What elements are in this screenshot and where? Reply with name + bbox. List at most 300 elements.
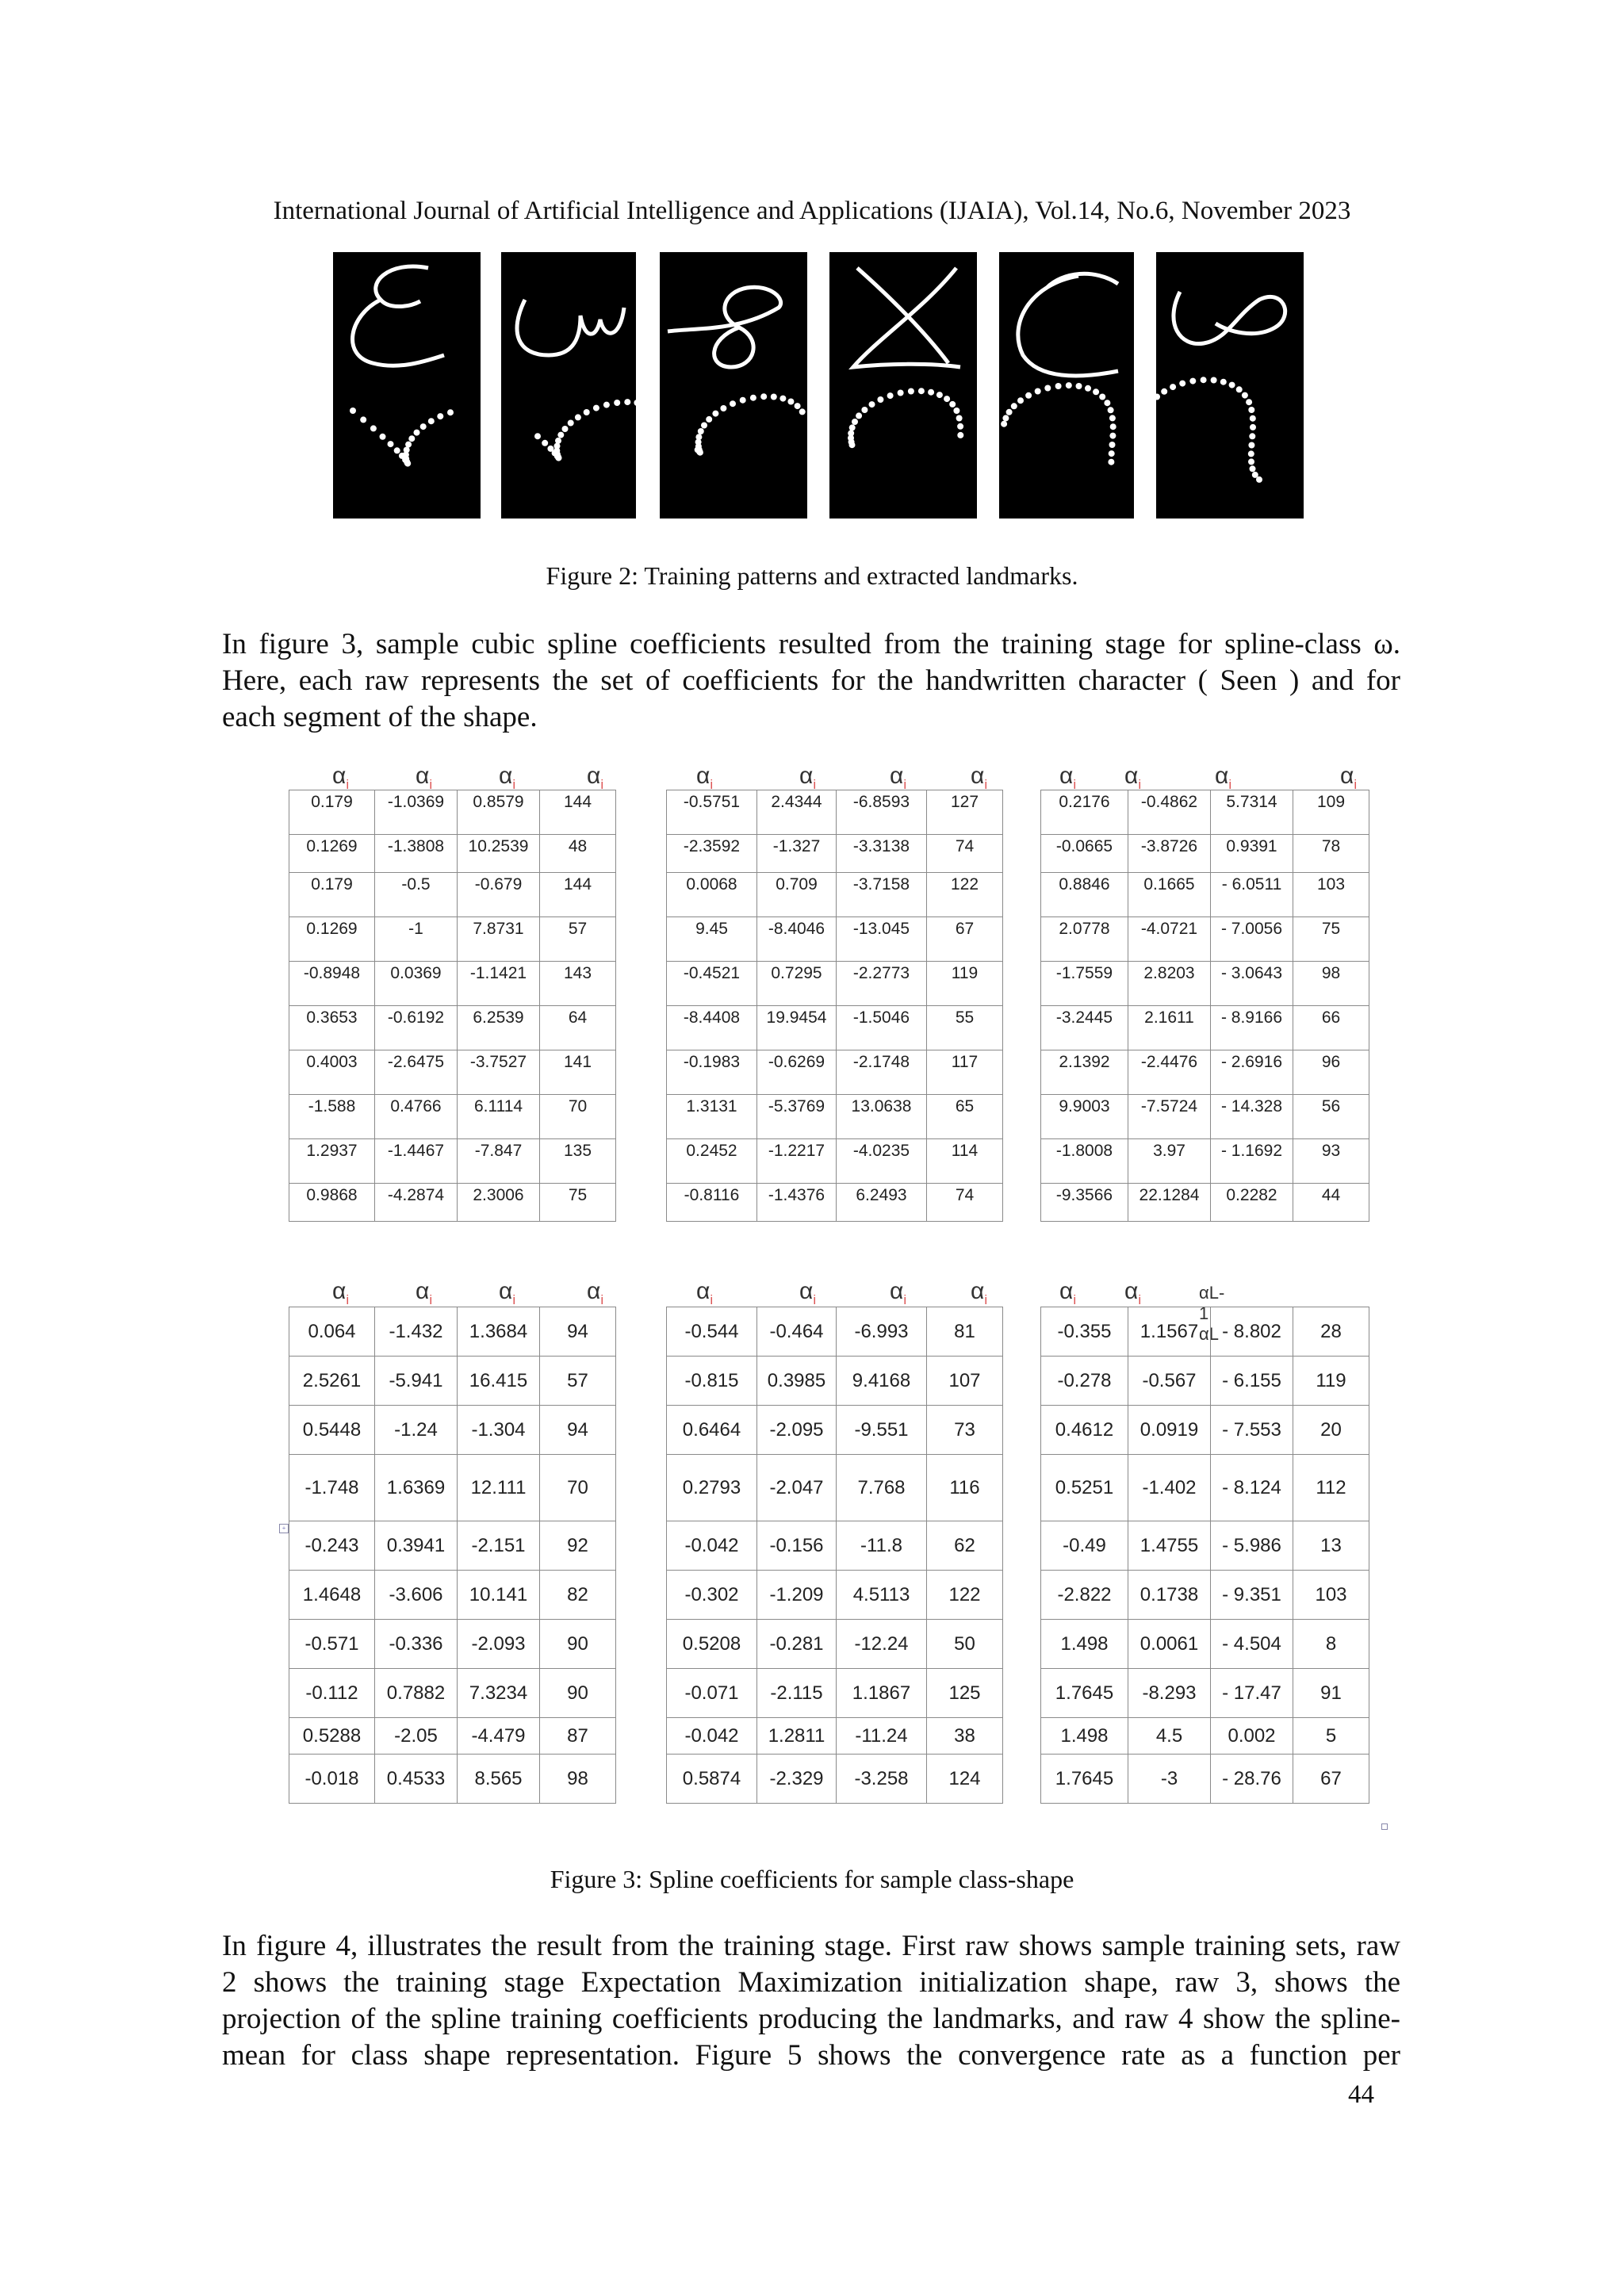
table-cell: - 7.553: [1211, 1406, 1293, 1455]
alpha-symbol: $\alpha_i$: [1124, 1278, 1142, 1307]
table-cell: 90: [540, 1620, 616, 1669]
table-cell: 10.2539: [458, 835, 540, 873]
table-cell: 94: [540, 1307, 616, 1357]
alpha-symbol: $\alpha_i$: [799, 1278, 817, 1307]
table-row: [667, 1571, 1003, 1620]
table-cell: 0.0369: [375, 962, 458, 1006]
table-row: [289, 1139, 616, 1184]
table-row: [289, 1620, 616, 1669]
table-cell: - 2.6916: [1211, 1050, 1293, 1095]
landmark-dot: [1201, 377, 1207, 383]
table-row: [667, 1718, 1003, 1755]
table-cell: 62: [927, 1521, 1003, 1571]
table-cell: 0.2282: [1211, 1184, 1293, 1222]
table-cell: -0.018: [289, 1755, 375, 1804]
table-cell: 0.9868: [289, 1184, 375, 1222]
landmark-dot: [1248, 442, 1254, 449]
table-cell: - 1.1692: [1211, 1139, 1293, 1184]
table-cell: 91: [1293, 1669, 1369, 1718]
landmark-dot: [1055, 383, 1062, 389]
table-cell: 0.4612: [1041, 1406, 1128, 1455]
table-cell: -13.045: [837, 917, 927, 962]
table-cell: 50: [927, 1620, 1003, 1669]
table-cell: -2.05: [375, 1718, 458, 1755]
table-row: [289, 873, 616, 917]
text-line: each segment of the shape.: [222, 701, 538, 733]
table-row: [1041, 1139, 1369, 1184]
landmark-dot: [712, 411, 718, 417]
table-cell: 2.3006: [458, 1184, 540, 1222]
table-cell: -1.5046: [837, 1006, 927, 1050]
table-cell: -0.1983: [667, 1050, 757, 1095]
table-cell: 4.5: [1128, 1718, 1211, 1755]
landmark-dot: [1011, 403, 1017, 409]
landmark-dot: [698, 428, 704, 434]
landmark-dot: [624, 399, 630, 405]
table-cell: 1.4755: [1128, 1521, 1211, 1571]
landmark-dot: [1001, 421, 1007, 427]
alpha-symbol: αL-1 αL: [1199, 1283, 1225, 1344]
table-cell: -2.329: [757, 1755, 837, 1804]
landmark-dot: [380, 434, 386, 440]
table-cell: 81: [927, 1307, 1003, 1357]
table-cell: 0.1269: [289, 917, 375, 962]
table-cell: -2.2773: [837, 962, 927, 1006]
table-row: [289, 1755, 616, 1804]
table-cell: -0.4521: [667, 962, 757, 1006]
landmark-dot: [562, 426, 569, 432]
table-cell: 7.3234: [458, 1669, 540, 1718]
alpha-symbol: $\alpha_i$: [696, 1278, 714, 1307]
table-cell: 4.5113: [837, 1571, 927, 1620]
table-cell: 16.415: [458, 1357, 540, 1406]
table-cell: 0.5874: [667, 1755, 757, 1804]
table-row: [289, 1006, 616, 1050]
table-cell: -1.748: [289, 1455, 375, 1521]
landmark-dot: [706, 416, 712, 423]
landmark-dot: [795, 403, 801, 409]
table-cell: 103: [1293, 873, 1369, 917]
table-cell: -3.3138: [837, 835, 927, 873]
table-cell: -4.479: [458, 1718, 540, 1755]
landmark-dot: [1104, 400, 1110, 406]
table-cell: - 5.986: [1211, 1521, 1293, 1571]
alpha-symbol: $\alpha_i$: [332, 1278, 350, 1307]
table-row: [289, 1718, 616, 1755]
landmark-dot: [953, 408, 959, 414]
alpha-symbol: $\alpha_i$: [1059, 763, 1077, 792]
table-cell: 90: [540, 1669, 616, 1718]
table-cell: -11.24: [837, 1718, 927, 1755]
table-cell: 9.9003: [1041, 1095, 1128, 1139]
table-cell: -1.4376: [757, 1184, 837, 1222]
table-cell: 87: [540, 1718, 616, 1755]
table-row: [667, 1184, 1003, 1222]
landmark-dot: [771, 394, 777, 400]
table-cell: -8.293: [1128, 1669, 1211, 1718]
landmark-dot: [779, 396, 786, 402]
landmark-dot: [1220, 379, 1227, 385]
table-row: [667, 790, 1003, 835]
table-cell: 55: [927, 1006, 1003, 1050]
landmark-dot: [603, 402, 610, 408]
landmark-dot: [887, 392, 894, 399]
table-cell: 112: [1293, 1455, 1369, 1521]
landmark-dot: [928, 389, 934, 396]
table-cell: -2.047: [757, 1455, 837, 1521]
table-cell: 0.5251: [1041, 1455, 1128, 1521]
glyph-panel-jeem: [999, 252, 1134, 519]
table-cell: 0.002: [1211, 1718, 1293, 1755]
table-cell: 98: [1293, 962, 1369, 1006]
table-row: [289, 1521, 616, 1571]
table-row: [1041, 1357, 1369, 1406]
table-cell: 0.8579: [458, 790, 540, 835]
table-cell: -12.24: [837, 1620, 927, 1669]
alpha-symbol: $\alpha_i$: [799, 763, 817, 792]
landmark-dot: [1250, 415, 1256, 422]
table-cell: 2.4344: [757, 790, 837, 835]
table-cell: 1.4648: [289, 1571, 375, 1620]
table-row: [1041, 835, 1369, 873]
table-cell: -0.071: [667, 1669, 757, 1718]
landmark-dot: [542, 440, 548, 446]
table-row: [289, 790, 616, 835]
landmark-dot: [1108, 407, 1114, 413]
table-cell: 6.2493: [837, 1184, 927, 1222]
table-cell: 116: [927, 1455, 1003, 1521]
landmark-dot: [908, 388, 914, 395]
table-cell: 1.6369: [375, 1455, 458, 1521]
table-cell: -0.679: [458, 873, 540, 917]
table-row: [1041, 873, 1369, 917]
landmark-dot: [554, 443, 561, 450]
landmark-dot: [1093, 388, 1099, 395]
table-cell: 3.97: [1128, 1139, 1211, 1184]
table-row: [1041, 1406, 1369, 1455]
table-cell: 1.7645: [1041, 1669, 1128, 1718]
table-row: [289, 1050, 616, 1095]
top-coef-table-2: [666, 790, 1003, 1222]
table-cell: 125: [927, 1669, 1003, 1718]
figure-2-images: [333, 252, 1285, 519]
landmark-dot: [557, 432, 564, 438]
table-cell: 135: [540, 1139, 616, 1184]
landmark-dot: [420, 423, 427, 430]
table-cell: 57: [540, 1357, 616, 1406]
table-row: [667, 1050, 1003, 1095]
table-cell: -2.115: [757, 1669, 837, 1718]
table-cell: -3.7158: [837, 873, 927, 917]
table-row: [289, 1406, 616, 1455]
resize-handle-icon: [1381, 1823, 1388, 1830]
table-cell: 0.064: [289, 1307, 375, 1357]
landmark-dot: [350, 408, 356, 414]
table-row: [1041, 1184, 1369, 1222]
alpha-symbol: $\alpha_i$: [971, 763, 988, 792]
landmark-dot: [568, 420, 574, 427]
table-row: [289, 917, 616, 962]
glyph-panel-seen: [501, 252, 636, 519]
alpha-symbol: $\alpha_i$: [416, 763, 433, 792]
text-line: mean for class shape representation. Figure 5 shows the convergence rate as a function per: [222, 2039, 1400, 2072]
table-cell: - 3.0643: [1211, 962, 1293, 1006]
landmark-dot: [1156, 394, 1160, 400]
landmark-dot: [740, 397, 746, 404]
journal-header: International Journal of Artificial Intelligence and Applications (IJAIA), Vol.14, No.6, November 2023: [273, 197, 1351, 225]
alpha-symbol: $\alpha_i$: [890, 763, 907, 792]
table-cell: -0.0665: [1041, 835, 1128, 873]
table-cell: -3.606: [375, 1571, 458, 1620]
table-cell: 93: [1293, 1139, 1369, 1184]
table-cell: 0.7882: [375, 1669, 458, 1718]
landmark-dot: [720, 405, 726, 411]
table-cell: -0.815: [667, 1357, 757, 1406]
landmark-dot: [1002, 415, 1009, 421]
landmark-dot: [701, 423, 707, 429]
table-cell: -3.7527: [458, 1050, 540, 1095]
table-row: [1041, 1006, 1369, 1050]
table-row: [667, 1357, 1003, 1406]
bottom-coef-table-1: [289, 1307, 616, 1804]
bottom-coef-table-2: [666, 1307, 1003, 1804]
table-cell: - 28.76: [1211, 1755, 1293, 1804]
text-line: Here, each raw represents the set of coefficients for the handwritten character ( Seen ) and for: [222, 664, 1400, 697]
table-cell: 70: [540, 1095, 616, 1139]
table-cell: -2.093: [458, 1620, 540, 1669]
alpha-symbol: $\alpha_i$: [1124, 763, 1142, 792]
landmark-dot: [1229, 382, 1235, 388]
table-cell: 10.141: [458, 1571, 540, 1620]
landmark-dot: [956, 415, 963, 422]
table-cell: 1.2937: [289, 1139, 375, 1184]
table-cell: 65: [927, 1095, 1003, 1139]
landmark-dot: [1249, 433, 1255, 439]
table-cell: 38: [927, 1718, 1003, 1755]
table-row: [289, 835, 616, 873]
table-cell: 1.1867: [837, 1669, 927, 1718]
table-cell: -0.281: [757, 1620, 837, 1669]
paragraph-figure-3-intro: [222, 626, 1400, 736]
table-cell: 92: [540, 1521, 616, 1571]
table-cell: -8.4408: [667, 1006, 757, 1050]
table-cell: 0.709: [757, 873, 837, 917]
table-cell: -0.112: [289, 1669, 375, 1718]
landmark-dot: [575, 414, 581, 420]
table-cell: 141: [540, 1050, 616, 1095]
landmark-dot: [1248, 458, 1254, 465]
table-cell: - 4.504: [1211, 1620, 1293, 1669]
table-cell: -0.042: [667, 1521, 757, 1571]
table-cell: 44: [1293, 1184, 1369, 1222]
table-cell: -0.544: [667, 1307, 757, 1357]
landmark-dot: [1250, 465, 1256, 472]
table-cell: -0.4862: [1128, 790, 1211, 835]
table-cell: -0.6269: [757, 1050, 837, 1095]
landmark-dot: [1161, 388, 1167, 395]
table-cell: 0.5288: [289, 1718, 375, 1755]
table-row: [667, 1095, 1003, 1139]
alpha-symbol: $\alpha_i$: [587, 763, 604, 792]
table-cell: 7.768: [837, 1455, 927, 1521]
table-cell: - 8.802: [1211, 1307, 1293, 1357]
table-cell: -0.355: [1041, 1307, 1128, 1357]
table-cell: -3.258: [837, 1755, 927, 1804]
table-cell: -0.464: [757, 1307, 837, 1357]
table-row: [667, 1521, 1003, 1571]
table-cell: 13.0638: [837, 1095, 927, 1139]
table-cell: 144: [540, 790, 616, 835]
table-row: [289, 1571, 616, 1620]
landmark-dot: [408, 435, 415, 442]
landmark-dot: [1170, 384, 1176, 390]
table-cell: -0.243: [289, 1521, 375, 1571]
table-cell: 0.4533: [375, 1755, 458, 1804]
table-cell: 1.1567: [1128, 1307, 1211, 1357]
landmark-dot: [750, 395, 756, 401]
table-row: [1041, 790, 1369, 835]
table-cell: 0.3941: [375, 1521, 458, 1571]
table-cell: 9.45: [667, 917, 757, 962]
table-cell: 1.7645: [1041, 1755, 1128, 1804]
table-cell: -2.4476: [1128, 1050, 1211, 1095]
table-cell: 57: [540, 917, 616, 962]
landmark-dot: [534, 433, 541, 439]
table-cell: 0.1665: [1128, 873, 1211, 917]
table-cell: -1: [375, 917, 458, 962]
table-cell: -0.571: [289, 1620, 375, 1669]
landmark-dot: [1025, 392, 1032, 399]
landmark-dot: [414, 430, 420, 436]
table-cell: 7.8731: [458, 917, 540, 962]
top-coef-table-1: [289, 790, 616, 1222]
table-row: [1041, 1718, 1369, 1755]
alpha-symbol: $\alpha_i$: [1215, 763, 1232, 792]
landmark-dot: [437, 413, 443, 419]
landmark-dot: [428, 418, 435, 424]
table-cell: 2.1392: [1041, 1050, 1128, 1095]
table-cell: -3.8726: [1128, 835, 1211, 873]
table-row: [289, 962, 616, 1006]
table-cell: 0.179: [289, 873, 375, 917]
landmark-dot: [1085, 385, 1091, 392]
table-cell: -5.941: [375, 1357, 458, 1406]
glyph-panel-ain: [333, 252, 481, 519]
table-row: [667, 1307, 1003, 1357]
table-cell: 127: [927, 790, 1003, 835]
landmark-dot: [614, 400, 620, 406]
table-cell: 0.7295: [757, 962, 837, 1006]
table-cell: 122: [927, 1571, 1003, 1620]
table-cell: 0.2452: [667, 1139, 757, 1184]
table-row: [1041, 1521, 1369, 1571]
landmark-dot: [799, 408, 806, 415]
text-line: 2 shows the training stage Expectation Maximization initialization shape, raw 3, shows the: [222, 1966, 1400, 1999]
landmark-dot: [1256, 476, 1262, 483]
table-cell: 103: [1293, 1571, 1369, 1620]
landmark-dot: [1099, 394, 1105, 400]
table-cell: 119: [927, 962, 1003, 1006]
table-cell: 0.8846: [1041, 873, 1128, 917]
table-cell: 0.0068: [667, 873, 757, 917]
table-cell: - 6.0511: [1211, 873, 1293, 917]
landmark-dot: [1246, 399, 1252, 405]
table-cell: 74: [927, 835, 1003, 873]
text-line: In figure 3, sample cubic spline coefficients resulted from the training stage for spline-class ω.: [222, 628, 1400, 660]
alpha-symbol: $\alpha_i$: [499, 763, 516, 792]
landmark-dot: [869, 401, 875, 408]
table-cell: -2.3592: [667, 835, 757, 873]
table-cell: 2.5261: [289, 1357, 375, 1406]
landmark-dot: [861, 407, 868, 413]
table-cell: 0.1269: [289, 835, 375, 873]
table-cell: 5: [1293, 1718, 1369, 1755]
table-cell: -1.304: [458, 1406, 540, 1455]
table-row: [667, 1620, 1003, 1669]
alpha-symbol: $\alpha_i$: [890, 1278, 907, 1307]
landmark-dot: [370, 425, 377, 431]
table-row: [667, 1139, 1003, 1184]
landmark-dot: [936, 392, 943, 398]
table-row: [1041, 962, 1369, 1006]
table-cell: 1.498: [1041, 1718, 1128, 1755]
table-cell: 28: [1293, 1307, 1369, 1357]
table-cell: 96: [1293, 1050, 1369, 1095]
table-row: [289, 1455, 616, 1521]
table-row: [667, 1406, 1003, 1455]
table-cell: 0.5448: [289, 1406, 375, 1455]
table-cell: 119: [1293, 1357, 1369, 1406]
table-cell: 143: [540, 962, 616, 1006]
table-cell: -9.551: [837, 1406, 927, 1455]
move-handle-icon: +: [279, 1524, 289, 1533]
table-cell: -1.8008: [1041, 1139, 1128, 1184]
table-cell: -4.2874: [375, 1184, 458, 1222]
table-cell: -1.402: [1128, 1455, 1211, 1521]
table-cell: -1.432: [375, 1307, 458, 1357]
landmark-dot: [957, 423, 963, 430]
landmark-dot: [944, 396, 950, 402]
landmark-dot: [1109, 433, 1116, 439]
table-cell: -4.0235: [837, 1139, 927, 1184]
table-cell: -0.5: [375, 873, 458, 917]
table-cell: -8.4046: [757, 917, 837, 962]
table-cell: - 6.155: [1211, 1357, 1293, 1406]
table-row: [667, 962, 1003, 1006]
alpha-symbol: $\alpha_i$: [971, 1278, 988, 1307]
table-cell: 1.3684: [458, 1307, 540, 1357]
page-number: 44: [1348, 2080, 1374, 2109]
landmark-dot: [1044, 385, 1051, 392]
landmark-dot: [1179, 381, 1185, 387]
text-line: projection of the spline training coefficients producing the landmarks, and raw 4 show the spline-: [222, 2003, 1400, 2035]
table-cell: -0.49: [1041, 1521, 1128, 1571]
table-cell: -1.24: [375, 1406, 458, 1455]
table-cell: 114: [927, 1139, 1003, 1184]
table-cell: 8.565: [458, 1755, 540, 1804]
table-row: [1041, 1755, 1369, 1804]
alpha-symbol: $\alpha_i$: [1340, 763, 1358, 792]
table-cell: 109: [1293, 790, 1369, 835]
table-cell: 19.9454: [757, 1006, 837, 1050]
landmark-dot: [949, 401, 956, 408]
table-cell: - 14.328: [1211, 1095, 1293, 1139]
table-cell: 0.6464: [667, 1406, 757, 1455]
table-cell: 98: [540, 1755, 616, 1804]
table-row: [667, 1755, 1003, 1804]
table-cell: 2.8203: [1128, 962, 1211, 1006]
table-cell: 82: [540, 1571, 616, 1620]
